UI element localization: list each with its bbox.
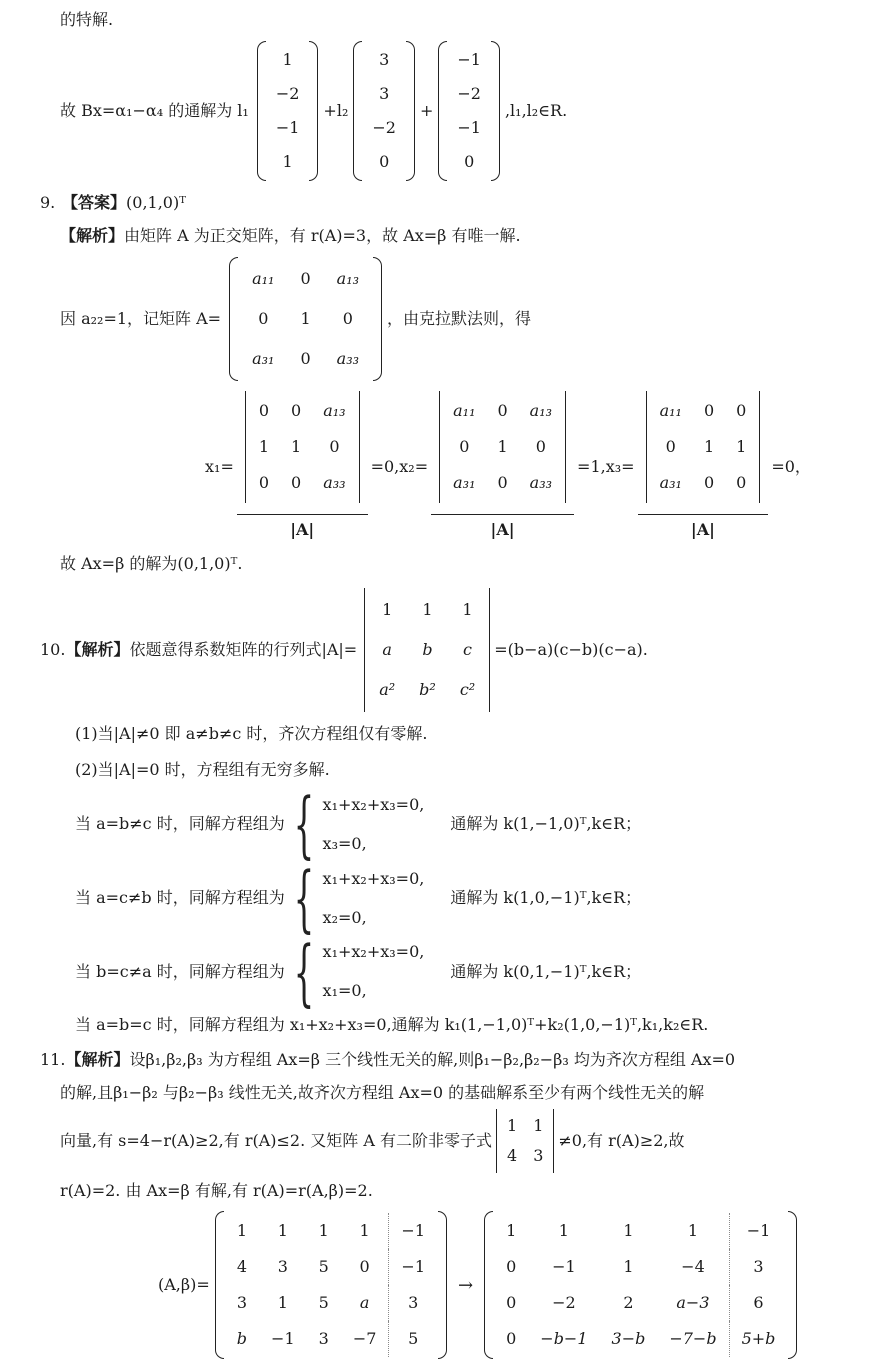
fraction-x2 <box>431 391 574 542</box>
matrix-cell: a₃₃ <box>529 473 553 492</box>
system-a-eq-b <box>75 782 841 866</box>
system-2-eq1: x₁+x₂+x₃=0, <box>322 868 425 888</box>
system-1-prefix: 当 a=b≠c 时，同解方程组为 <box>75 814 285 834</box>
matrix-cell: 0 <box>464 152 475 171</box>
matrix-cell: b <box>422 640 433 659</box>
column-vector-2-table <box>363 43 405 179</box>
det-bar <box>496 1109 497 1173</box>
system-2-suffix: 通解为 k(1,0,−1)ᵀ,k∈R； <box>450 888 642 908</box>
matrix-cell: 3 <box>729 1249 787 1285</box>
matrix-cell: −1 <box>729 1213 787 1249</box>
fraction-x3 <box>638 391 769 542</box>
item9-answer-line <box>40 191 841 215</box>
analysis-label: 【解析】 <box>65 1050 130 1070</box>
right-paren <box>788 1211 797 1359</box>
fraction-x1 <box>237 391 368 542</box>
matrix-cell: a₁₃ <box>323 401 346 420</box>
x3-label: x₃= <box>605 456 635 476</box>
matrix-cell: 1 <box>359 1221 370 1241</box>
matrix-cell: a₁₁ <box>453 401 476 420</box>
matrix-cell: b² <box>419 680 436 699</box>
matrix-cell: 0 <box>506 1329 517 1349</box>
column-vector-1 <box>257 41 319 181</box>
matrix-cell: 0 <box>300 349 311 368</box>
matrix-cell: 1 <box>258 437 270 456</box>
determinant-x1 <box>245 391 360 503</box>
right-paren <box>373 257 382 381</box>
det-bar <box>439 391 440 503</box>
matrix-cell: 0 <box>291 401 302 420</box>
x1-result: =0, <box>370 456 400 476</box>
right-paren <box>309 41 318 181</box>
matrix-cell: 2 <box>623 1293 634 1313</box>
determinant-x2 <box>439 391 566 503</box>
det-bar <box>359 391 360 503</box>
matrix-cell: 1 <box>703 437 715 456</box>
det-bar <box>759 391 760 503</box>
matrix-cell: b <box>236 1329 248 1349</box>
item11-number: 11. <box>40 1050 66 1070</box>
item11-line1-text: 设β₁,β₂,β₃ 为方程组 Ax=β 三个线性无关的解,则β₁−β₂,β₂−β₃ 均为齐次方程组 Ax=0 <box>129 1050 736 1070</box>
augmented-matrix-1-table <box>225 1213 437 1357</box>
matrix-cell: 0 <box>665 437 676 456</box>
matrix-cell: 0 <box>459 437 470 456</box>
left-brace: { <box>293 929 314 1014</box>
left-paren <box>215 1211 224 1359</box>
plus-sign: + <box>419 101 434 120</box>
matrix-cell: 0 <box>379 152 390 171</box>
matrix-cell: 1 <box>736 437 747 456</box>
augmented-matrix-1 <box>215 1211 447 1359</box>
matrix-cell: 0 <box>506 1257 517 1277</box>
matrix-cell: 0 <box>497 473 508 492</box>
matrix-definition-suffix: ，由克拉默法则，得 <box>387 309 532 328</box>
item10-head-suffix: =(b−a)(c−b)(c−a). <box>494 640 648 659</box>
left-paren <box>484 1211 493 1359</box>
matrix-cell: 0 <box>258 401 270 420</box>
matrix-cell: 5 <box>318 1293 329 1313</box>
analysis-label: 【解析】 <box>65 640 130 659</box>
det-bar <box>245 391 246 503</box>
matrix-cell: 1 <box>533 1116 544 1136</box>
matrix-cell: c² <box>459 680 476 699</box>
system-1-equations <box>323 793 425 856</box>
matrix-cell: 3 <box>236 1293 247 1313</box>
matrix-cell: 6 <box>729 1285 787 1321</box>
column-vector-3 <box>438 41 500 181</box>
matrix-cell: a² <box>379 680 396 699</box>
x1-label: x₁= <box>205 456 234 476</box>
matrix-cell: 0 <box>506 1293 517 1313</box>
general-solution-suffix: ,l₁,l₂∈R. <box>504 101 568 120</box>
matrix-cell: −1 <box>457 50 481 69</box>
matrix-cell: 0 <box>497 401 508 420</box>
left-brace: { <box>293 855 314 940</box>
determinant-x3 <box>646 391 761 503</box>
x3-result: =0， <box>771 456 811 476</box>
matrix-cell: 1 <box>422 600 433 619</box>
augmented-matrix-2 <box>484 1211 797 1359</box>
item11-line4: r(A)=2. 由 Ax=β 有解,有 r(A)=r(A,β)=2. <box>60 1181 373 1201</box>
matrix-cell: a₃₁ <box>252 349 275 368</box>
matrix-cell: 5 <box>389 1321 437 1357</box>
system-3-eq1: x₁+x₂+x₃=0, <box>322 942 425 962</box>
fraction-x2-numerator <box>431 391 574 514</box>
matrix-cell: −1 <box>457 118 481 137</box>
matrix-cell: a <box>382 640 392 659</box>
system-3-equations <box>323 940 425 1003</box>
matrix-cell: −b−1 <box>540 1329 588 1349</box>
fraction-x1-denominator: |A| <box>237 514 368 542</box>
matrix-cell: a₁₁ <box>659 401 682 420</box>
det-bar <box>553 1109 554 1173</box>
matrix-cell: 1 <box>462 600 473 619</box>
matrix-cell: −1 <box>389 1249 437 1285</box>
matrix-cell: 5 <box>318 1257 329 1277</box>
fraction-x1-numerator <box>237 391 368 514</box>
system-1-eq1: x₁+x₂+x₃=0, <box>322 794 425 814</box>
item11-line3-suffix: ≠0,有 r(A)≥2,故 <box>558 1131 685 1151</box>
matrix-cell: 1 <box>506 1221 517 1241</box>
column-vector-3-table <box>448 43 490 179</box>
matrix-cell: 1 <box>318 1221 329 1241</box>
item11-line2: 的解,且β₁−β₂ 与β₂−β₃ 线性无关,故齐次方程组 Ax=0 的基础解系至少有两个线性无关的解 <box>60 1083 705 1103</box>
left-paren <box>438 41 447 181</box>
determinant-x3-table <box>649 393 758 501</box>
matrix-cell: 1 <box>300 309 311 328</box>
fraction-x3-numerator <box>638 391 769 514</box>
matrix-cell: 3−b <box>611 1329 646 1349</box>
matrix-cell: 0 <box>258 473 270 492</box>
system-b-eq-c <box>75 929 841 1014</box>
matrix-cell: −7 <box>352 1329 377 1349</box>
matrix-cell: 1 <box>558 1221 569 1241</box>
general-solution-equation <box>60 41 841 181</box>
matrix-cell: 1 <box>277 1293 288 1313</box>
determinant-x1-table <box>248 393 357 501</box>
item10-head-prefix: 依题意得系数矩阵的行列式|A|= <box>129 640 358 659</box>
item10-number: 10. <box>40 640 66 659</box>
item10-case1: (1)当|A|≠0 即 a≠b≠c 时，齐次方程组仅有零解. <box>75 724 428 743</box>
system-2-equations <box>323 867 425 930</box>
system-2-prefix: 当 a=c≠b 时，同解方程组为 <box>75 888 285 908</box>
item9-analysis-text: 由矩阵 A 为正交矩阵，有 r(A)=3，故 Ax=β 有唯一解. <box>124 226 521 245</box>
matrix-cell: 0 <box>703 473 715 492</box>
matrix-cell: 1 <box>623 1221 634 1241</box>
left-paren <box>353 41 362 181</box>
augmented-matrix-reduction <box>158 1211 841 1359</box>
matrix-A-table <box>239 259 372 379</box>
matrix-cell: 0 <box>342 309 353 328</box>
fraction-x2-denominator: |A| <box>431 514 574 542</box>
matrix-cell: 1 <box>382 600 393 619</box>
matrix-cell: 0 <box>736 401 747 420</box>
left-paren <box>257 41 266 181</box>
analysis-label: 【解析】 <box>60 226 125 245</box>
matrix-cell: 1 <box>236 1221 247 1241</box>
matrix-cell: −1 <box>271 1329 295 1349</box>
matrix-cell: a₁₃ <box>336 269 360 288</box>
column-vector-1-table <box>267 43 309 179</box>
matrix-cell: 5+b <box>729 1321 787 1357</box>
augmented-lhs: (A,β)= <box>158 1275 210 1295</box>
matrix-cell: 3 <box>389 1285 437 1321</box>
matrix-cell: 1 <box>291 437 302 456</box>
matrix-cell: −2 <box>552 1293 576 1313</box>
matrix-cell: 3 <box>379 84 390 103</box>
matrix-cell: a−3 <box>676 1293 710 1313</box>
left-paren <box>229 257 238 381</box>
matrix-cell: 1 <box>623 1257 634 1277</box>
matrix-cell: 0 <box>703 401 715 420</box>
matrix-cell: 1 <box>507 1116 518 1136</box>
matrix-cell: 0 <box>535 437 546 456</box>
matrix-cell: 1 <box>282 152 293 171</box>
matrix-definition-prefix: 因 a₂₂=1，记矩阵 A= <box>60 309 222 328</box>
matrix-cell: 0 <box>300 269 311 288</box>
matrix-cell: a₃₃ <box>336 349 360 368</box>
item9-number: 9. <box>40 193 56 212</box>
column-vector-2 <box>353 41 415 181</box>
matrix-cell: −2 <box>457 84 481 103</box>
matrix-cell: 0 <box>736 473 747 492</box>
system-2-eq2: x₂=0, <box>322 907 367 927</box>
item11-line1 <box>40 1048 841 1072</box>
det-bar <box>489 588 490 712</box>
system-3-suffix: 通解为 k(0,1,−1)ᵀ,k∈R； <box>450 961 642 981</box>
matrix-cell: −2 <box>372 118 396 137</box>
item9-conclusion: 故 Ax=β 的解为(0,1,0)ᵀ. <box>60 554 243 573</box>
answer-label: 【答案】 <box>62 193 127 212</box>
matrix-cell: 3 <box>379 50 390 69</box>
matrix-cell: 0 <box>359 1257 370 1277</box>
item9-answer-value: (0,1,0)ᵀ <box>126 193 186 212</box>
matrix-cell: 1 <box>282 50 293 69</box>
coefficient-determinant <box>364 588 490 712</box>
right-paren <box>491 41 500 181</box>
matrix-cell: a₃₃ <box>323 473 346 492</box>
fraction-x3-denominator: |A| <box>638 514 769 542</box>
item9-analysis-line <box>60 224 841 248</box>
left-brace: { <box>293 782 314 866</box>
row-reduction-arrow: → <box>458 1274 474 1296</box>
plus-l2-term: +l₂ <box>323 101 349 120</box>
matrix-cell: 3 <box>318 1329 329 1349</box>
matrix-cell: 1 <box>687 1221 699 1241</box>
matrix-cell: a₁₃ <box>529 401 553 420</box>
matrix-cell: −2 <box>275 84 300 103</box>
matrix-cell: −4 <box>681 1257 705 1277</box>
det-bar <box>565 391 566 503</box>
item10-head <box>40 588 841 712</box>
nonzero-minor-determinant <box>496 1109 554 1173</box>
system-a-eq-c <box>75 855 841 940</box>
matrix-cell: 4 <box>236 1257 247 1277</box>
augmented-matrix-2-table <box>494 1213 787 1357</box>
nonzero-minor-table <box>499 1111 551 1171</box>
right-paren <box>438 1211 447 1359</box>
system-3-eq2: x₁=0, <box>322 981 367 1001</box>
matrix-cell: −1 <box>389 1213 437 1249</box>
matrix-cell: −1 <box>275 118 300 137</box>
cramer-fractions <box>205 391 841 542</box>
intro-tail: 的特解. <box>60 10 114 29</box>
right-paren <box>406 41 415 181</box>
matrix-cell: 0 <box>291 473 302 492</box>
x2-label: x₂= <box>399 456 429 476</box>
item10-case-equal: 当 a=b=c 时，同解方程组为 x₁+x₂+x₃=0,通解为 k₁(1,−1,0)ᵀ+k₂(1,0,−1)ᵀ,k₁,k₂∈R. <box>75 1015 709 1035</box>
coefficient-determinant-table <box>367 590 487 710</box>
general-solution-prefix: 故 Bx=α₁−α₄ 的通解为 l₁ <box>60 101 249 120</box>
matrix-cell: 1 <box>497 437 508 456</box>
item9-matrix-definition <box>60 257 841 381</box>
matrix-cell: −1 <box>552 1257 576 1277</box>
matrix-cell: 3 <box>533 1146 544 1166</box>
det-bar <box>364 588 365 712</box>
matrix-cell: 3 <box>277 1257 288 1277</box>
system-1-suffix: 通解为 k(1,−1,0)ᵀ,k∈R； <box>450 814 642 834</box>
matrix-cell: a₃₁ <box>659 473 682 492</box>
item10-case2: (2)当|A|=0 时，方程组有无穷多解. <box>75 760 330 779</box>
matrix-cell: a₁₁ <box>252 269 275 288</box>
item11-line3 <box>60 1109 841 1173</box>
matrix-cell: −7−b <box>669 1329 717 1349</box>
matrix-cell: a <box>359 1293 370 1313</box>
item11-line3-prefix: 向量,有 s=4−r(A)≥2,有 r(A)≤2. 又矩阵 A 有二阶非零子式 <box>60 1131 492 1151</box>
det-bar <box>646 391 647 503</box>
matrix-cell: c <box>463 640 472 659</box>
x2-result: =1, <box>577 456 606 476</box>
matrix-cell: 1 <box>277 1221 288 1241</box>
matrix-cell: 0 <box>258 309 269 328</box>
matrix-cell: a₃₁ <box>453 473 476 492</box>
system-3-prefix: 当 b=c≠a 时，同解方程组为 <box>75 961 285 981</box>
system-1-eq2: x₃=0, <box>322 833 367 853</box>
matrix-A <box>229 257 382 381</box>
matrix-cell: 0 <box>329 437 340 456</box>
matrix-cell: 4 <box>507 1146 518 1166</box>
determinant-x2-table <box>442 393 563 501</box>
